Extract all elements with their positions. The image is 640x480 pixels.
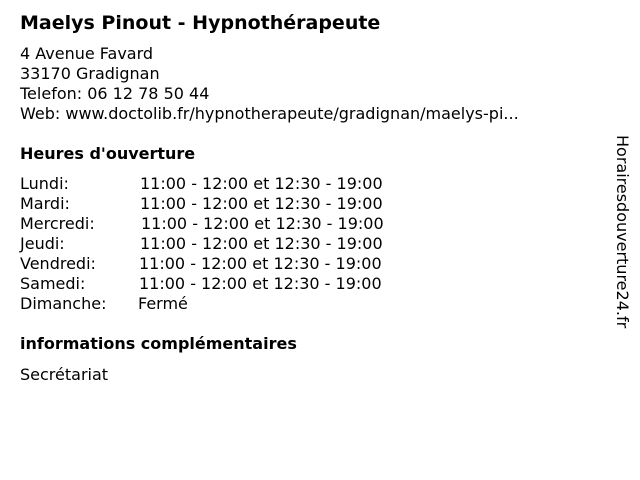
hours-time: Fermé (138, 294, 188, 313)
hours-day: Vendredi: (20, 254, 96, 273)
hours-time: 11:00 - 12:00 et 12:30 - 19:00 (140, 234, 383, 253)
address-line-street: 4 Avenue Favard (20, 44, 154, 63)
hours-day: Samedi: (20, 274, 86, 293)
hours-time: 11:00 - 12:00 et 12:30 - 19:00 (141, 214, 384, 233)
hours-day: Dimanche: (20, 294, 107, 313)
business-title: Maelys Pinout - Hypnothérapeute (20, 12, 381, 34)
hours-day: Mardi: (20, 194, 70, 213)
contact-block (20, 44, 519, 124)
hours-time: 11:00 - 12:00 et 12:30 - 19:00 (140, 174, 383, 193)
hours-time: 11:00 - 12:00 et 12:30 - 19:00 (139, 274, 382, 293)
address-line-city: 33170 Gradignan (20, 64, 160, 83)
additional-info-text: Secrétariat (20, 365, 109, 384)
hours-day: Jeudi: (20, 234, 65, 253)
hours-time: 11:00 - 12:00 et 12:30 - 19:00 (140, 194, 383, 213)
phone-number: Telefon: 06 12 78 50 44 (20, 84, 210, 103)
opening-hours-heading: Heures d'ouverture (20, 144, 196, 163)
site-watermark: Horairesdouverture24.fr (613, 135, 632, 329)
website-link[interactable]: Web: www.doctolib.fr/hypnotherapeute/gradignan/maelys-pi... (20, 104, 519, 123)
additional-info-heading: informations complémentaires (20, 334, 297, 353)
hours-day: Mercredi: (20, 214, 95, 233)
hours-time: 11:00 - 12:00 et 12:30 - 19:00 (139, 254, 382, 273)
hours-day: Lundi: (20, 174, 69, 193)
